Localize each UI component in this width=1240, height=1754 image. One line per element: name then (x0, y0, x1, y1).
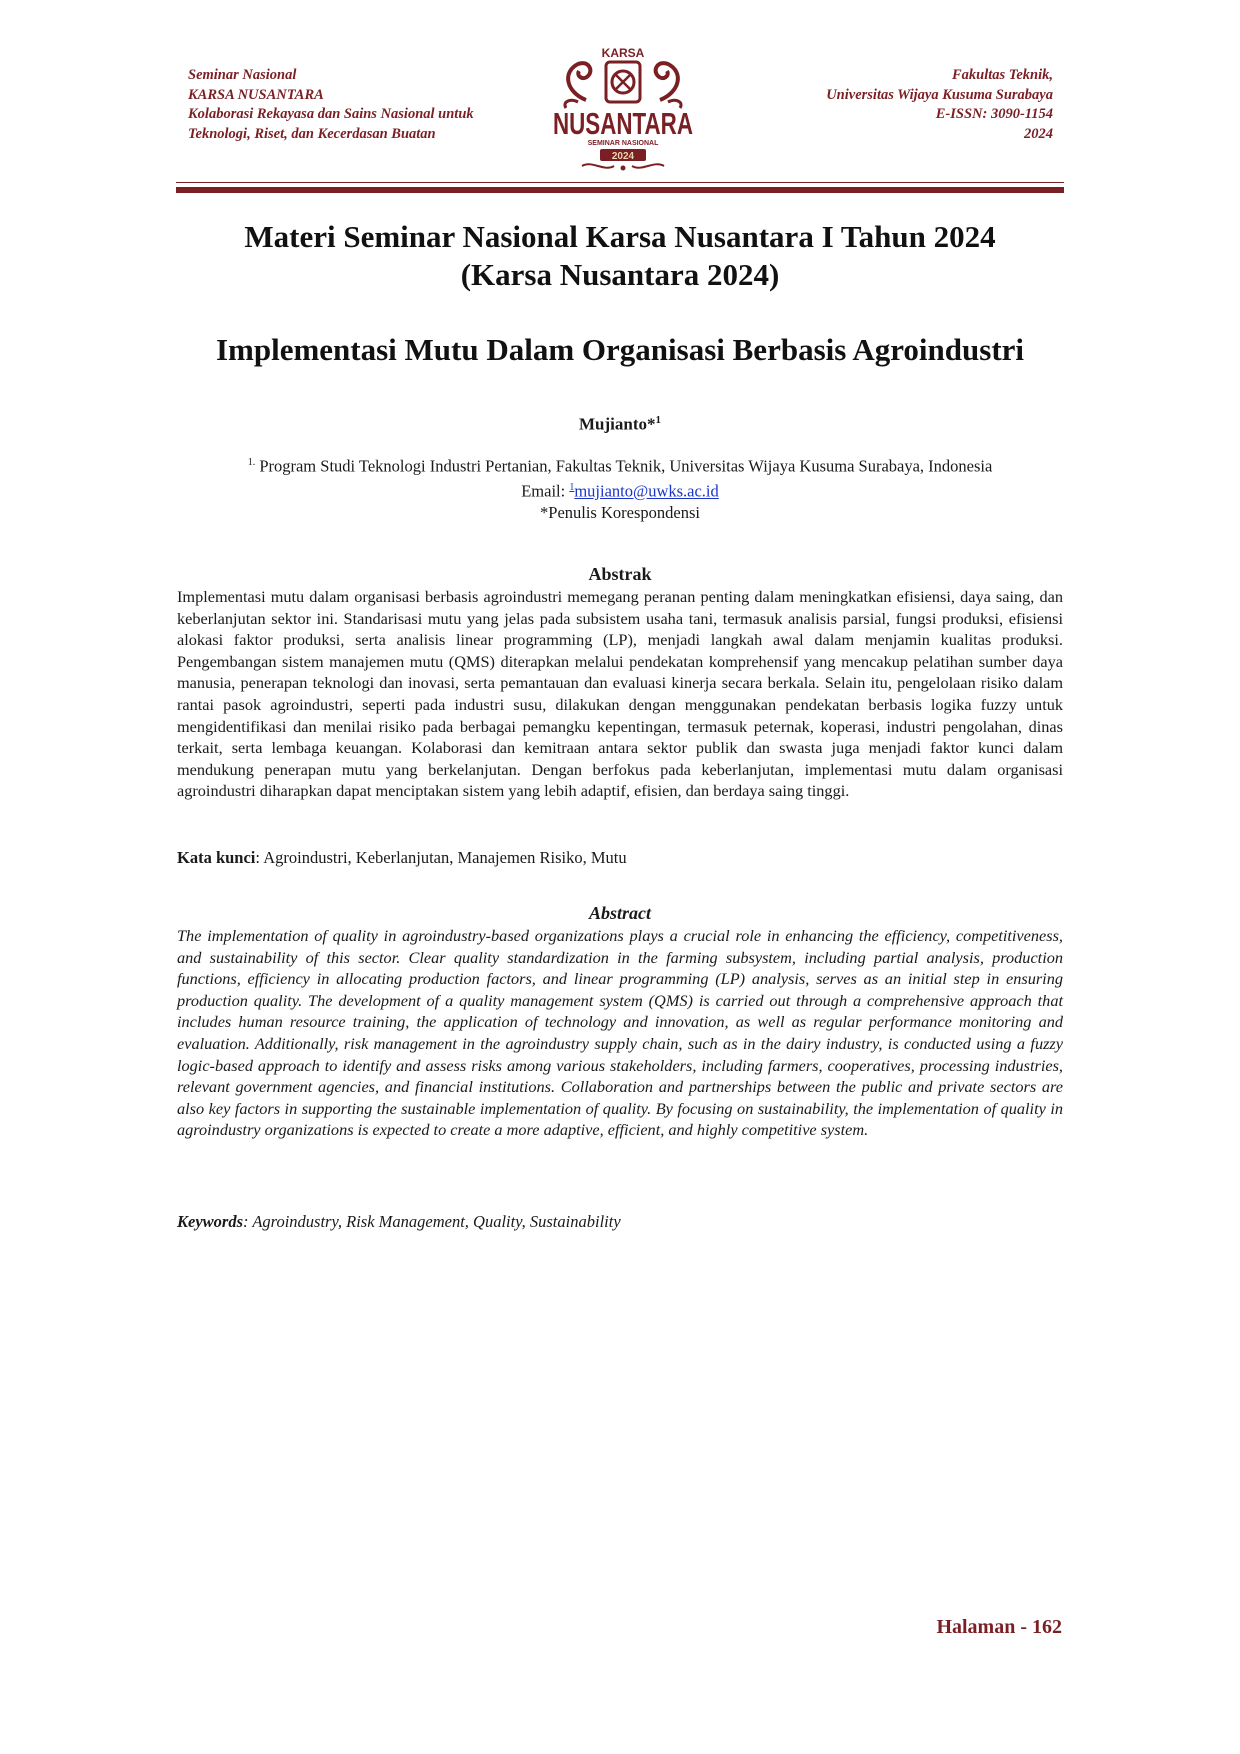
kata-kunci-label: Kata kunci (177, 848, 256, 867)
header-left-line: Seminar Nasional (188, 67, 297, 83)
header-right-line: E-ISSN: 3090-1154 (935, 106, 1053, 122)
header-left-line: Teknologi, Riset, dan Kecerdasan Buatan (188, 125, 436, 142)
seminar-subtitle: (Karsa Nusantara 2024) (460, 257, 780, 292)
header-left-line: Kolaborasi Rekayasa dan Sains Nasional untuk (188, 106, 474, 122)
keywords-label: Keywords (177, 1212, 243, 1231)
page-number: Halaman - 162 (936, 1616, 1062, 1638)
header-right-line: Fakultas Teknik, (952, 67, 1053, 83)
email-line (150, 477, 1090, 502)
logo-sub-text: SEMINAR NASIONAL (587, 140, 659, 147)
paper-title: Implementasi Mutu Dalam Organisasi Berbasis Agroindustri (215, 332, 1025, 367)
kata-kunci-text: : Agroindustri, Keberlanjutan, Manajemen Risiko, Mutu (255, 848, 627, 867)
email-label: Email: (521, 481, 570, 501)
corresponding-note: *Penulis Korespondensi (540, 503, 700, 522)
header-left-line: KARSA NUSANTARA (188, 86, 324, 103)
header-rule-thin (176, 182, 1064, 183)
seminar-title: Materi Seminar Nasional Karsa Nusantara I Tahun 2024 (244, 219, 996, 254)
logo-year: 2024 (611, 151, 635, 162)
author-name-text: Mujianto* (579, 414, 656, 434)
kata-kunci (177, 848, 1063, 868)
affiliation-mark: 1. (247, 457, 256, 468)
header-left (188, 66, 548, 144)
keywords-text: : Agroindustry, Risk Management, Quality, Sustainability (243, 1212, 621, 1231)
affiliation-text: Program Studi Teknologi Industri Pertanian, Fakultas Teknik, Universitas Wijaya Kusuma Surabaya, Indonesia (259, 456, 993, 476)
logo-main-text: NUSANTARA (553, 106, 693, 141)
author-name (150, 414, 1090, 435)
abstrak-text: Implementasi mutu dalam organisasi berbasis agroindustri memegang peranan penting dalam meningkatkan efisiensi, daya saing, dan keberlanjutan sektor ini. Standarisasi mutu yang jelas pada subsistem usaha tani, termasuk analisis parsial, fungsi produksi, efisiensi alokasi faktor produksi, serta analisis linear programming (LP), menjadi langkah awal dalam menjamin kualitas produksi. Pengembangan sistem manajemen mutu (QMS) diterapkan melalui pendekatan komprehensif yang mencakup pelatihan sumber daya manusia, penerapan teknologi dan inovasi, serta pemantauan dan evaluasi kinerja secara berkala. Selain itu, pengelolaan risiko dalam rantai pasok agroindustri, seperti pada industri susu, dilakukan dengan menggunakan pendekatan berbasis logika fuzzy untuk mengidentifikasi dan menilai risiko pada berbagai pemangku kepentingan, termasuk peternak, koperasi, industri pengolahan, dinas terkait, serta lembaga keuangan. Kolaborasi dan kemitraan antara sektor publik dan swasta juga menjadi faktor kunci dalam mendukung penerapan mutu yang berkelanjutan. Dengan berfokus pada keberlanjutan, implementasi mutu dalam organisasi agroindustri diharapkan dapat menciptakan sistem yang lebih adaptif, efisien, dan berdaya saing tinggi. (177, 587, 1063, 801)
abstract-heading: Abstract (588, 903, 651, 923)
header-rule (176, 187, 1064, 193)
author-mark: 1 (655, 414, 661, 426)
email-link[interactable]: mujianto@uwks.ac.id (574, 481, 719, 501)
abstrak-heading: Abstrak (588, 564, 652, 584)
logo-top-text: KARSA (601, 46, 645, 60)
abstract-text: The implementation of quality in agroindustry-based organizations plays a crucial role in enhancing the efficiency, competitiveness, and sustainability of this sector. Clear quality standardization in the farming subsystem, including partial analysis, production functions, efficiency in allocating production factors, and linear programming (LP) analysis, serves as an initial step in ensuring production quality. The development of a quality management system (QMS) is carried out through a comprehensive approach that includes human resource training, the application of technology and innovation, as well as regular performance monitoring and evaluation. Additionally, risk management in the agroindustry supply chain, such as in the dairy industry, is conducted using a fuzzy logic-based approach to identify and assess risks among various stakeholders, including farmers, cooperatives, processing industries, relevant government agencies, and financial institutions. Collaboration and partnerships between the public and private sectors are also key factors in supporting the sustainable implementation of quality. By focusing on sustainability, the implementation of quality in agroindustry organizations is expected to create a more adaptive, efficient, and highly competitive system. (177, 926, 1063, 1140)
affiliation-line (150, 452, 1090, 477)
header-right-line: 2024 (1024, 125, 1053, 142)
author-affiliation (150, 452, 1090, 524)
karsa-nusantara-logo (548, 42, 698, 174)
keywords (177, 1212, 1063, 1232)
header-right (723, 66, 1053, 144)
header-right-line: Universitas Wijaya Kusuma Surabaya (826, 86, 1053, 103)
email-mark[interactable]: 1 (569, 482, 575, 493)
